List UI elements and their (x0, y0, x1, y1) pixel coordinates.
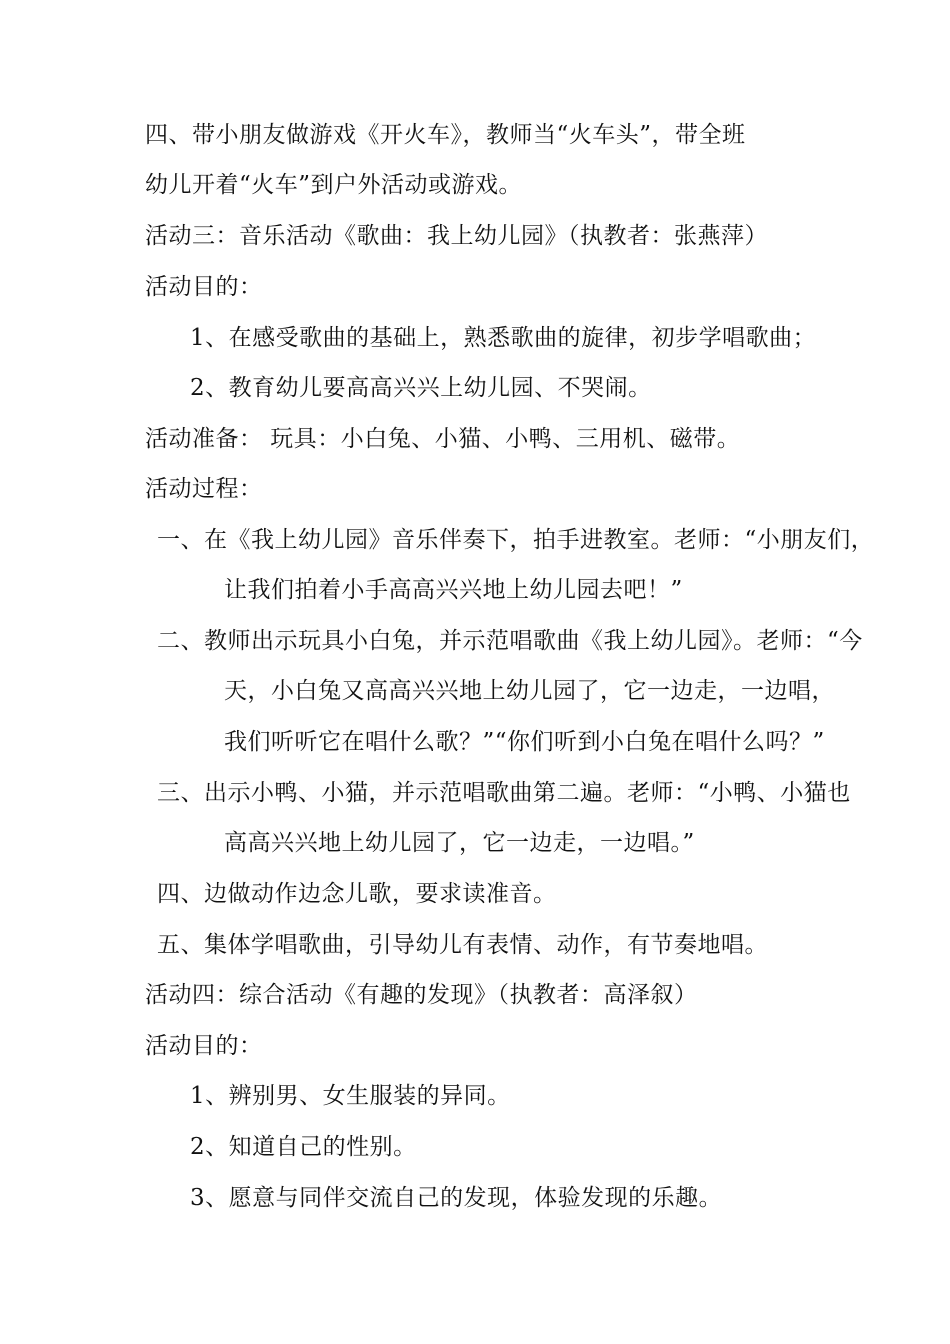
process-step-continued: 让我们拍着小手高高兴兴地上幼儿园去吧！” (224, 577, 683, 603)
process-step: 四、边做动作边念儿歌，要求读准音。 (157, 881, 557, 907)
process-step-continued: 高高兴兴地上幼儿园了，它一边走，一边唱。” (224, 830, 695, 856)
process-step: 三、出示小鸭、小猫，并示范唱歌曲第二遍。老师：“小鸭、小猫也 (157, 780, 851, 806)
process-step: 五、集体学唱歌曲，引导幼儿有表情、动作，有节奏地唱。 (157, 932, 768, 958)
list-item: 1、在感受歌曲的基础上，熟悉歌曲的旋律，初步学唱歌曲； (190, 325, 817, 351)
process-step: 二、教师出示玩具小白兔，并示范唱歌曲《我上幼儿园》。老师：“今 (157, 628, 863, 654)
list-item: 3、愿意与同伴交流自己的发现，体验发现的乐趣。 (190, 1185, 723, 1211)
process-step-continued: 我们听听它在唱什么歌？”“你们听到小白兔在唱什么吗？” (224, 729, 825, 755)
list-item: 2、教育幼儿要高高兴兴上幼儿园、不哭闹。 (190, 375, 652, 401)
process-step-continued: 天，小白兔又高高兴兴地上幼儿园了，它一边走，一边唱， (224, 678, 835, 704)
subheading-preparation: 活动准备： 玩具：小白兔、小猫、小鸭、三用机、磁带。 (145, 426, 741, 452)
list-item: 2、知道自己的性别。 (190, 1134, 417, 1160)
subheading-process: 活动过程： (145, 476, 263, 502)
section-heading-activity-4: 活动四：综合活动《有趣的发现》（执教者：高泽叙） (145, 982, 698, 1008)
list-item: 1、辨别男、女生服装的异同。 (190, 1083, 511, 1109)
process-step: 一、在《我上幼儿园》音乐伴奏下，拍手进教室。老师：“小朋友们， (157, 527, 875, 553)
text-line: 幼儿开着“火车”到户外活动或游戏。 (145, 172, 523, 198)
subheading-goals: 活动目的： (145, 1033, 263, 1059)
text-line: 四、带小朋友做游戏《开火车》，教师当“火车头”，带全班 (145, 122, 746, 148)
subheading-goals: 活动目的： (145, 274, 263, 300)
section-heading-activity-3: 活动三：音乐活动《歌曲：我上幼儿园》（执教者：张燕萍） (145, 223, 768, 249)
